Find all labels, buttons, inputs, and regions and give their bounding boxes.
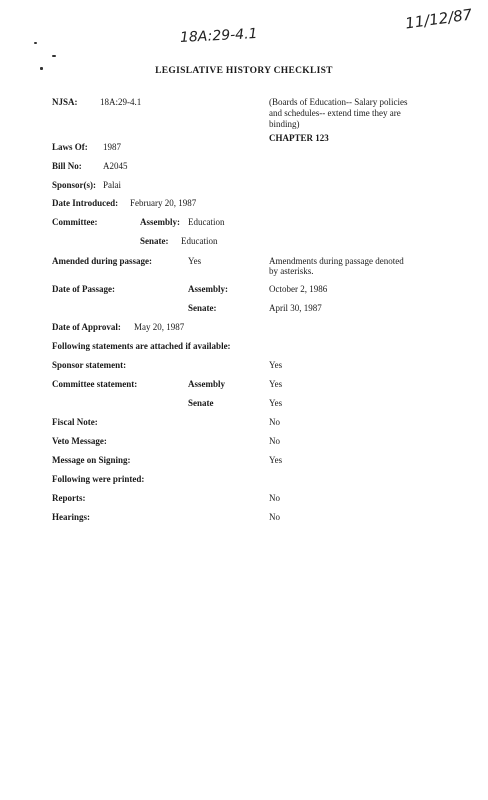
committee-statement-label: Committee statement: (52, 379, 138, 389)
committee-senate-label: Senate: (140, 236, 169, 246)
amended-label: Amended during passage: (52, 256, 153, 266)
description-line-3: binding) (269, 119, 300, 129)
date-introduced-value: February 20, 1987 (130, 198, 197, 208)
date-introduced-label: Date Introduced: (52, 198, 119, 208)
veto-message-label: Veto Message: (52, 436, 107, 446)
laws-of-label: Laws Of: (52, 142, 88, 152)
hearings-label: Hearings: (52, 512, 90, 522)
description-line-2: and schedules-- extend time they are (269, 108, 401, 118)
committee-assembly-label: Assembly: (140, 217, 180, 227)
scan-speck (52, 55, 56, 57)
passage-senate-value: April 30, 1987 (269, 303, 322, 313)
njsa-label: NJSA: (52, 97, 78, 107)
fiscal-note-value: No (269, 417, 280, 427)
passage-assembly-label: Assembly: (188, 284, 228, 294)
sponsor-statement-label: Sponsor statement: (52, 360, 127, 370)
date-of-approval-label: Date of Approval: (52, 322, 121, 332)
fiscal-note-label: Fiscal Note: (52, 417, 98, 427)
veto-message-value: No (269, 436, 280, 446)
handwritten-date: 11/12/87 (404, 5, 474, 33)
sponsors-label: Sponsor(s): (52, 180, 97, 190)
reports-value: No (269, 493, 280, 503)
hearings-value: No (269, 512, 280, 522)
passage-assembly-value: October 2, 1986 (269, 284, 328, 294)
printed-heading: Following were printed: (52, 474, 145, 484)
committee-senate-value: Education (181, 236, 218, 246)
committee-statement-senate-value: Yes (269, 398, 283, 408)
amended-note-line-2: by asterisks. (269, 266, 314, 276)
page-title: LEGISLATIVE HISTORY CHECKLIST (155, 66, 333, 76)
message-on-signing-label: Message on Signing: (52, 455, 131, 465)
laws-of-value: 1987 (103, 142, 121, 152)
statements-heading: Following statements are attached if available: (52, 341, 231, 351)
date-of-passage-label: Date of Passage: (52, 284, 115, 294)
reports-label: Reports: (52, 493, 86, 503)
sponsors-value: Palai (103, 180, 121, 190)
bill-no-label: Bill No: (52, 161, 82, 171)
message-on-signing-value: Yes (269, 455, 283, 465)
description-line-1: (Boards of Education-- Salary policies (269, 97, 408, 107)
committee-statement-assembly-value: Yes (269, 379, 283, 389)
njsa-value: 18A:29-4.1 (100, 97, 142, 107)
date-of-approval-value: May 20, 1987 (134, 322, 185, 332)
committee-assembly-value: Education (188, 217, 225, 227)
amended-value: Yes (188, 256, 202, 266)
committee-statement-senate-label: Senate (188, 398, 214, 408)
handwritten-citation: 18A:29-4.1 (179, 25, 258, 47)
passage-senate-label: Senate: (188, 303, 217, 313)
sponsor-statement-value: Yes (269, 360, 283, 370)
scan-speck (34, 42, 37, 44)
committee-label: Committee: (52, 217, 98, 227)
bill-no-value: A2045 (103, 161, 128, 171)
chapter: CHAPTER 123 (269, 133, 329, 143)
amended-note-line-1: Amendments during passage denoted (269, 256, 404, 266)
committee-statement-assembly-label: Assembly (188, 379, 226, 389)
